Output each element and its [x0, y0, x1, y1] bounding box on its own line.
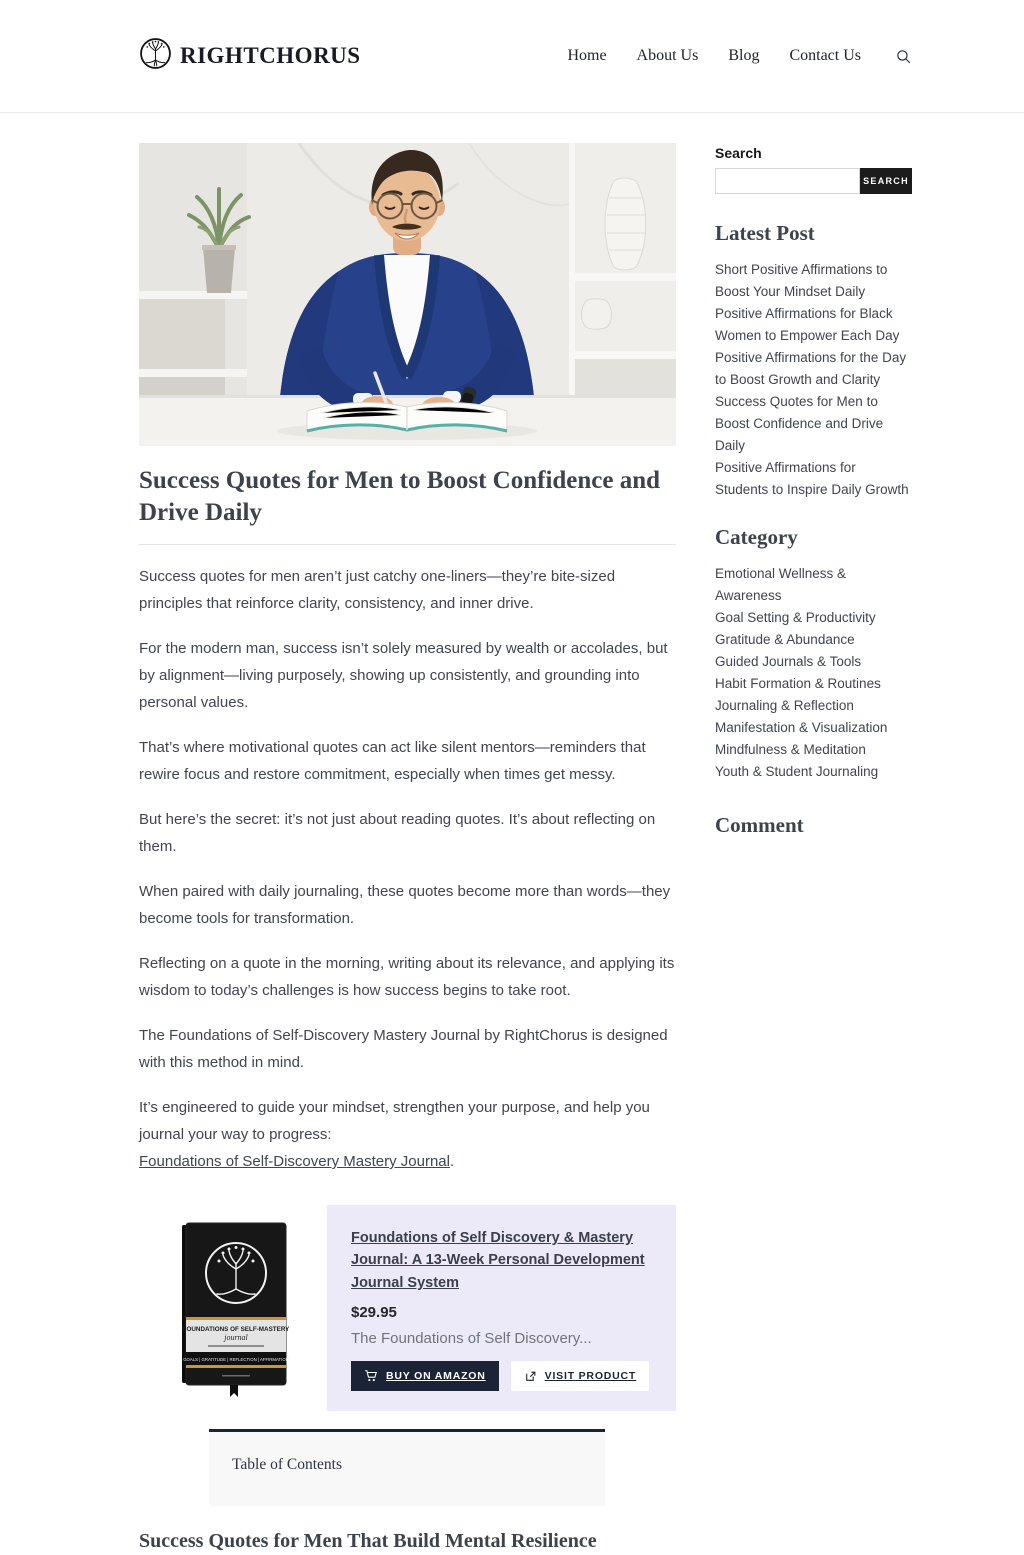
- latest-post-item[interactable]: Short Positive Affirmations to Boost Your Mindset Daily: [715, 262, 888, 299]
- svg-text:journal: journal: [224, 1333, 248, 1343]
- latest-post-item[interactable]: Success Quotes for Men to Boost Confidence and Drive Daily: [715, 394, 884, 453]
- product-book-image: [139, 1205, 327, 1411]
- external-link-icon: [524, 1370, 537, 1383]
- latest-post-heading: Latest Post: [715, 221, 815, 245]
- page-title: Success Quotes for Men to Boost Confidence and Drive Daily: [139, 467, 661, 526]
- search-input[interactable]: [715, 168, 860, 194]
- search-icon[interactable]: [895, 48, 912, 65]
- article-paragraph-with-link: [139, 1094, 676, 1175]
- link-paragraph-text: It’s engineered to guide your mindset, strengthen your purpose, and help you journal your way to progress:: [139, 1099, 650, 1143]
- article-body: [139, 465, 676, 1555]
- nav-link-about[interactable]: About Us: [636, 47, 699, 64]
- search-submit-button[interactable]: SEARCH: [860, 168, 912, 194]
- toc-label: Table of Contents: [232, 1456, 342, 1474]
- article-column: [139, 143, 676, 1555]
- category-item[interactable]: Goal Setting & Productivity: [715, 610, 876, 625]
- nav-link-home[interactable]: Home: [567, 47, 607, 64]
- latest-post-item[interactable]: Positive Affirmations for the Day to Boost Growth and Clarity: [715, 350, 907, 387]
- main-nav: [567, 47, 912, 65]
- svg-text:FOUNDATIONS OF SELF-MASTERY: FOUNDATIONS OF SELF-MASTERY: [182, 1326, 290, 1334]
- category-item[interactable]: Manifestation & Visualization: [715, 720, 888, 735]
- buy-on-amazon-button[interactable]: BUY ON AMAZON: [351, 1361, 499, 1391]
- category-item[interactable]: Gratitude & Abundance: [715, 632, 855, 647]
- latest-post-item[interactable]: Positive Affirmations for Students to Inspire Daily Growth: [715, 460, 909, 497]
- category-item[interactable]: Journaling & Reflection: [715, 698, 854, 713]
- latest-post-list: [715, 259, 912, 501]
- comment-heading: Comment: [715, 813, 804, 837]
- title-divider: [139, 544, 676, 545]
- hero-image: [139, 143, 676, 446]
- latest-post-item[interactable]: Positive Affirmations for Black Women to Empower Each Day: [715, 306, 900, 343]
- category-item[interactable]: Habit Formation & Routines: [715, 676, 881, 691]
- site-header: [0, 0, 1024, 113]
- product-details-panel: [327, 1205, 676, 1411]
- article-paragraph: The Foundations of Self-Discovery Mastery Journal by RightChorus is designed with this method in mind.: [139, 1027, 668, 1071]
- product-price: $29.95: [351, 1304, 397, 1322]
- nav-link-blog[interactable]: Blog: [728, 47, 760, 64]
- category-item[interactable]: Emotional Wellness & Awareness: [715, 566, 847, 603]
- product-title-link[interactable]: Foundations of Self Discovery & Mastery Journal: A 13-Week Personal Development Journal System: [351, 1230, 645, 1291]
- link-paragraph-suffix: .: [449, 1153, 455, 1170]
- category-item[interactable]: Mindfulness & Meditation: [715, 742, 866, 757]
- article-paragraph: That’s where motivational quotes can act like silent mentors—reminders that rewire focus and restore commitment, especially when times get messy.: [139, 739, 646, 783]
- article-paragraph: Reflecting on a quote in the morning, writing about its relevance, and applying its wisdom to today’s challenges is how success begins to take root.: [139, 955, 675, 999]
- article-paragraph: But here’s the secret: it’s not just about reading quotes. It’s about reflecting on them.: [139, 811, 656, 855]
- visit-product-button[interactable]: VISIT PRODUCT: [511, 1361, 650, 1391]
- category-item[interactable]: Youth & Student Journaling: [715, 764, 879, 779]
- logo-text: RIGHTCHORUS: [180, 43, 361, 68]
- nav-link-contact[interactable]: Contact Us: [789, 47, 861, 64]
- search-widget-label: Search: [715, 145, 762, 161]
- section-heading: Success Quotes for Men That Build Mental Resilience: [139, 1530, 597, 1553]
- tree-emblem-icon: [139, 37, 172, 75]
- category-list: [715, 563, 912, 783]
- sidebar: [715, 143, 912, 1555]
- journal-link[interactable]: Foundations of Self-Discovery Mastery Journal: [139, 1153, 450, 1170]
- category-item[interactable]: Guided Journals & Tools: [715, 654, 862, 669]
- article-paragraph: Success quotes for men aren’t just catchy one-liners—they’re bite-sized principles that reinforce clarity, consistency, and inner drive.: [139, 568, 616, 612]
- cart-icon: [364, 1369, 378, 1383]
- svg-text:GOALS | GRATITUDE | REFLECTION: GOALS | GRATITUDE | REFLECTION | AFFIRMATION: [183, 1357, 289, 1363]
- article-paragraph: When paired with daily journaling, these quotes become more than words—they become tools for transformation.: [139, 883, 671, 927]
- site-logo[interactable]: [139, 37, 361, 75]
- product-description: The Foundations of Self Discovery...: [351, 1330, 592, 1348]
- article-paragraph: For the modern man, success isn’t solely measured by wealth or accolades, but by alignment—living purposely, showing up consistently, and grounding into personal values.: [139, 640, 668, 711]
- table-of-contents[interactable]: [209, 1429, 605, 1506]
- category-heading: Category: [715, 525, 798, 549]
- product-card: [139, 1205, 676, 1411]
